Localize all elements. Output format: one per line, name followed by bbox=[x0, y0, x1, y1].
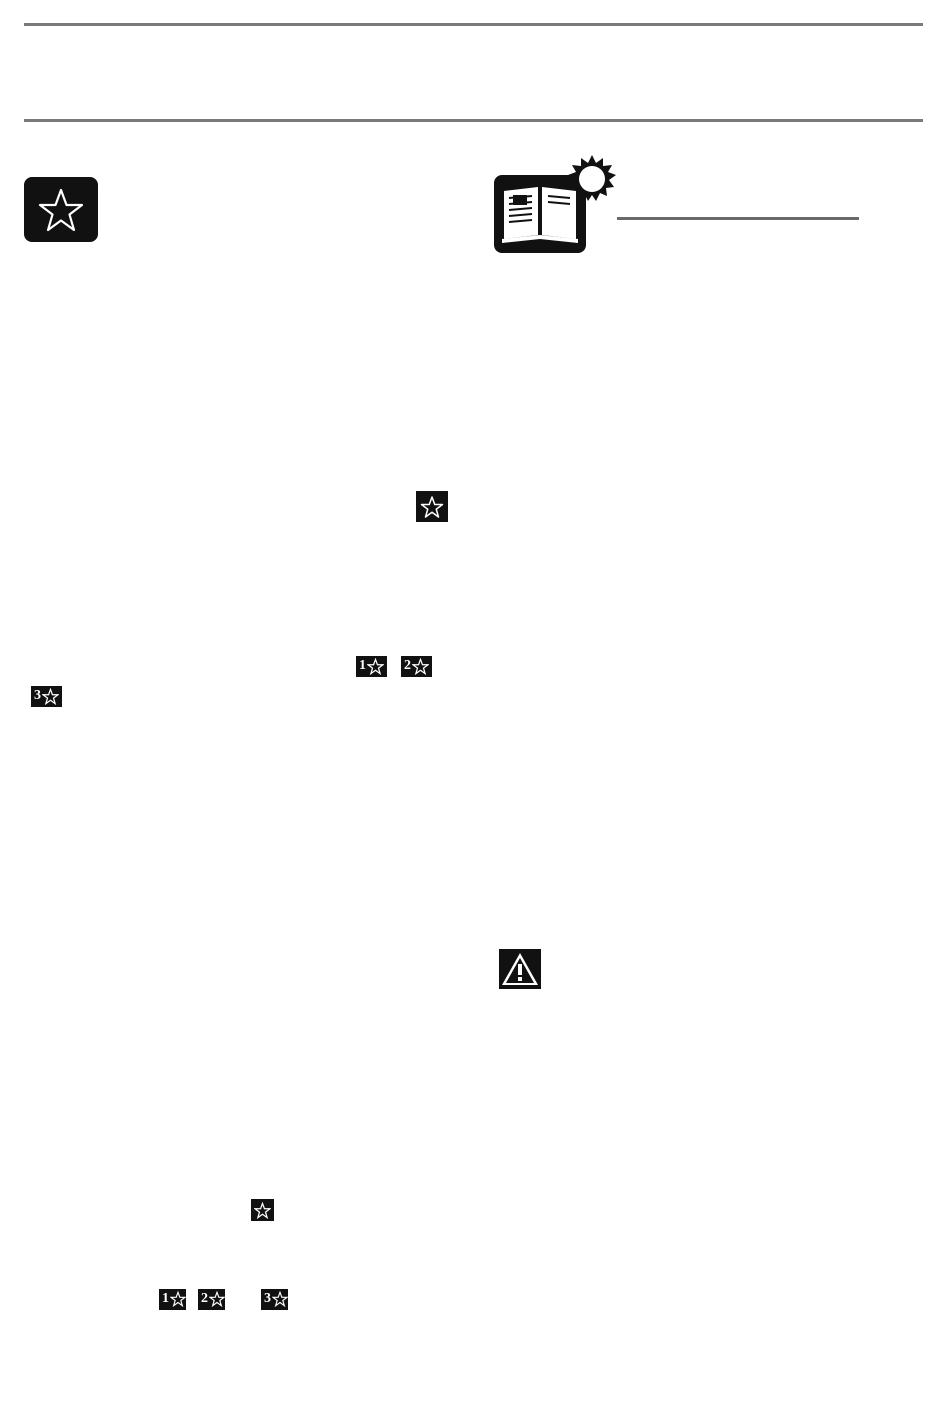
level-1-star-icon: 1 bbox=[159, 1289, 186, 1310]
title-underline bbox=[617, 217, 859, 220]
level-3-star-icon: 3 bbox=[31, 686, 62, 707]
level-1-star-icon: 1 bbox=[356, 656, 387, 677]
recipe-book-icon bbox=[494, 155, 616, 255]
level-3-star-icon: 3 bbox=[261, 1289, 288, 1310]
star-icon bbox=[251, 1199, 274, 1221]
level-2-star-icon: 2 bbox=[198, 1289, 225, 1310]
star-icon bbox=[416, 491, 448, 522]
star-icon bbox=[24, 177, 98, 242]
top-rule bbox=[24, 23, 923, 26]
header-rule bbox=[24, 119, 923, 122]
warning-icon bbox=[499, 949, 541, 989]
level-2-star-icon: 2 bbox=[401, 656, 432, 677]
